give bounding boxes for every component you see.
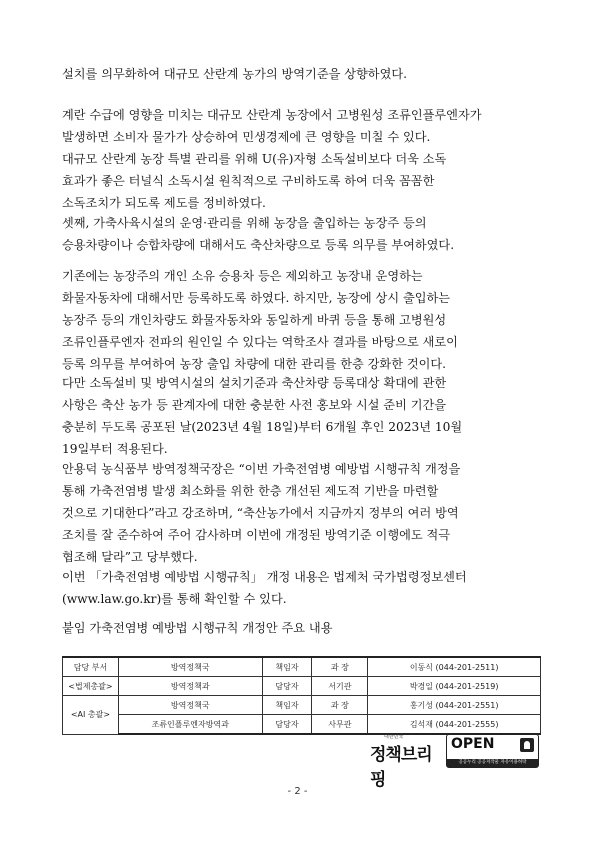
paragraph-2	[62, 104, 540, 214]
text-line: 다만 소독설비 및 방역시설의 설치기준과 축산차량 등록대상 확대에 관한	[62, 376, 447, 390]
division-cell: 방역정책과	[118, 677, 262, 696]
license-icon	[520, 738, 534, 752]
brief-logo-sub: 대한민국	[384, 734, 404, 740]
text-line: 농장주 등의 개인차량도 화물자동차와 동일하게 바퀴 등을 통해 고병원성	[62, 313, 447, 327]
text-line: 등록 의무를 부여하여 농장 출입 차량에 대한 관리를 한층 강화한 것이다.	[62, 357, 447, 371]
attachment-note: 붙임 가축전염병 예방법 시행규칙 개정안 주요 내용	[62, 621, 333, 635]
division-cell: 조류인플루엔자방역과	[118, 715, 262, 735]
text-line: 계란 수급에 영향을 미치는 대규모 산란계 농장에서 고병원성 조류인플루엔자가	[62, 108, 482, 122]
text-line: 대규모 산란계 농장 특별 관리를 위해 U(유)자형 소독설비보다 더욱 소독	[62, 152, 447, 166]
paragraph-7	[62, 566, 540, 610]
division-cell: 방역정책국	[118, 696, 262, 715]
position-cell: 과 장	[312, 657, 368, 677]
person-cell: 이동식 (044-201-2511)	[368, 657, 541, 677]
open-badge-sub: 공공누리 공공저작물 자유이용허락	[447, 759, 538, 767]
table-row	[63, 715, 541, 735]
dept-cell: <AI 총괄>	[63, 696, 119, 735]
text-line: 화물자동차에 대해서만 등록하도록 하였다. 하지만, 농장에 상시 출입하는	[62, 291, 451, 305]
table-row	[63, 696, 541, 715]
text-line: 셋째, 가축사육시설의 운영·관리를 위해 농장을 출입하는 농장주 등의	[62, 216, 427, 230]
paragraph-1	[62, 63, 540, 85]
text-line: 소독조치가 되도록 제도를 정비하였다.	[62, 196, 266, 210]
position-cell: 사무관	[312, 715, 368, 735]
person-cell: 김석재 (044-201-2555)	[368, 715, 541, 735]
open-license-badge	[446, 734, 539, 768]
text-line: 발생하면 소비자 물가가 상승하여 민생경제에 큰 영향을 미칠 수 있다.	[62, 130, 431, 144]
division-cell: 방역정책국	[118, 657, 262, 677]
text-line: 효과가 좋은 터널식 소독시설 원칙적으로 구비하도록 하여 더욱 꼼꼼한	[62, 174, 435, 188]
text-line: 승용차량이나 승합차량에 대해서도 축산차량으로 등록 의무를 부여하였다.	[62, 238, 455, 252]
text-line: 협조해 달라”고 당부했다.	[62, 550, 198, 564]
paragraph-4	[62, 265, 540, 375]
text-line: 충분히 두도록 공포된 날(2023년 4월 18일)부터 6개월 후인 2023년 10월	[62, 420, 463, 434]
brief-logo-main: 정책브리핑	[370, 745, 432, 790]
text-line: 이번 「가축전염병 예방법 시행규칙」 개정 내용은 법제처 국가법령정보센터	[62, 570, 467, 584]
text-line: 조치를 잘 준수하여 주어 감사하며 이번에 개정된 방역기준 이행에도 적극	[62, 528, 451, 542]
text-line: 것으로 기대한다”라고 강조하며, “축산농가에서 지금까지 정부의 여러 방역	[62, 506, 459, 520]
policy-briefing-logo	[370, 733, 440, 790]
role-cell: 책임자	[262, 696, 312, 715]
text-line: 사항은 축산 농가 등 관계자에 대한 충분한 사전 홍보와 시설 준비 기간을	[62, 398, 447, 412]
text-line: 기존에는 농장주의 개인 소유 승용차 등은 제외하고 농장내 운영하는	[62, 269, 423, 283]
person-cell: 박경일 (044-201-2519)	[368, 677, 541, 696]
dept-cell: <법제총괄>	[63, 677, 119, 696]
page-number: - 2 -	[287, 786, 308, 797]
paragraph-5	[62, 372, 540, 460]
text-line: 조류인플루엔자 전파의 원인일 수 있다는 역학조사 결과를 바탕으로 새로이	[62, 335, 458, 349]
person-cell: 홍기성 (044-201-2551)	[368, 696, 541, 715]
open-badge-text: OPEN	[451, 736, 495, 752]
text-line: 설치를 의무화하여 대규모 산란계 농가의 방역기준을 상향하였다.	[62, 67, 407, 81]
paragraph-3	[62, 212, 540, 256]
paragraph-6	[62, 458, 540, 568]
text-line: 안용덕 농식품부 방역정책국장은 “이번 가축전염병 예방법 시행규칙 개정을	[62, 462, 461, 476]
text-line: 19일부터 적용된다.	[62, 442, 168, 456]
role-cell: 책임자	[262, 657, 312, 677]
role-cell: 담당자	[262, 715, 312, 735]
table-row	[63, 657, 541, 677]
position-cell: 과 장	[312, 696, 368, 715]
table-row	[63, 677, 541, 696]
text-line: (www.law.go.kr)를 통해 확인할 수 있다.	[62, 592, 287, 606]
role-cell: 담당자	[262, 677, 312, 696]
contact-table	[62, 656, 541, 735]
text-line: 통해 가축전염병 발생 최소화를 위한 한층 개선된 제도적 기반을 마련할	[62, 484, 439, 498]
dept-cell: 담당 부서	[63, 657, 119, 677]
footer-logos	[370, 733, 538, 790]
position-cell: 서기관	[312, 677, 368, 696]
